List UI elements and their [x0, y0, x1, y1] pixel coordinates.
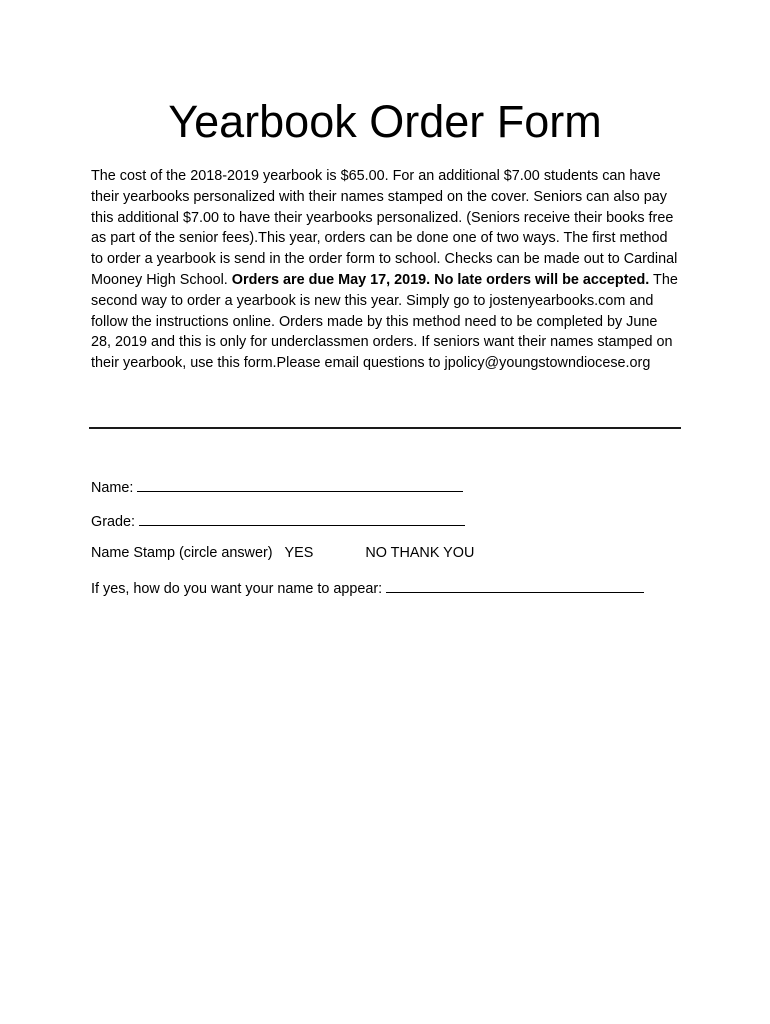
- name-appearance-row: [91, 578, 644, 598]
- grade-field-row: [91, 511, 465, 531]
- intro-text-1: The cost of the 2018-2019 yearbook is $65.00. For an additional $7.00 students can have their yearbooks personalized with their names stamped on the cover. Seniors can also pay this additional $7.00 to have their yearbooks personalized. (Seniors receive their books free as part of the senior fees).This year, orders can be done one of two ways. The first method to order a yearbook is send in the order form to school. Checks can be made out to Cardinal Mooney High School.: [91, 168, 678, 288]
- intro-deadline-bold: Orders are due May 17, 2019. No late orders will be accepted.: [231, 271, 650, 288]
- name-stamp-row: [91, 544, 474, 562]
- name-stamp-label: Name Stamp (circle answer): [91, 545, 273, 561]
- page-title: Yearbook Order Form: [168, 96, 602, 147]
- intro-paragraph: [91, 166, 679, 374]
- name-appearance-blank-line[interactable]: [386, 578, 644, 593]
- name-field-row: [91, 477, 463, 497]
- name-label: Name:: [91, 480, 134, 496]
- grade-blank-line[interactable]: [139, 511, 465, 526]
- name-blank-line[interactable]: [137, 477, 463, 492]
- section-divider: [89, 427, 681, 429]
- name-appearance-label: If yes, how do you want your name to appear:: [91, 581, 383, 597]
- stamp-no-option[interactable]: NO THANK YOU: [365, 545, 475, 561]
- intro-text-2: The second way to order a yearbook is new this year. Simply go to jostenyearbooks.com and follow the instructions online. Orders made by this method need to be completed by June 28, 2019 and this is only for underclassmen orders. If seniors want their names stamped on their yearbook, use this form.Please email questions to jpolicy@youngstowndiocese.org: [91, 271, 678, 372]
- stamp-yes-option[interactable]: YES: [284, 545, 314, 561]
- grade-label: Grade:: [91, 514, 135, 530]
